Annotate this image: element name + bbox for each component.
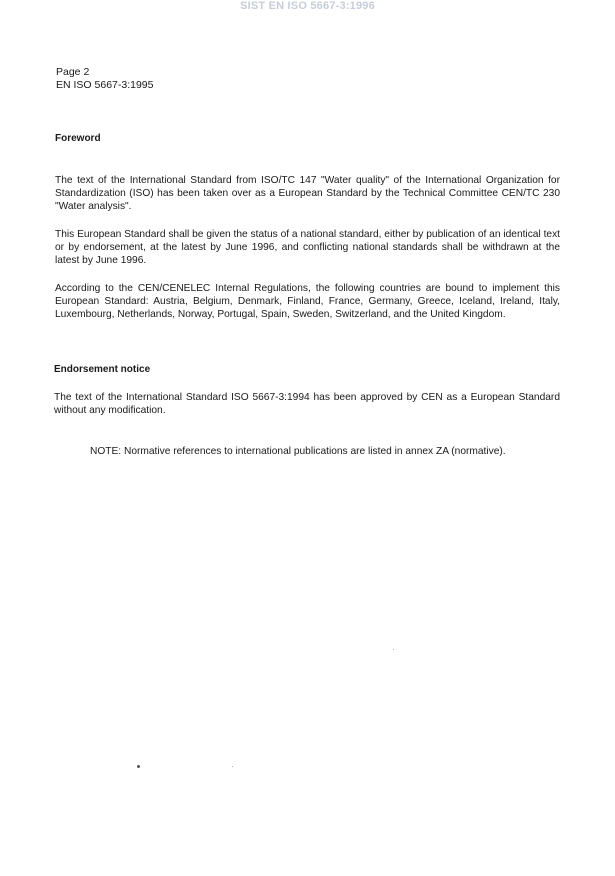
document-watermark: SIST EN ISO 5667-3:1996 (240, 0, 375, 12)
normative-references-note: NOTE: Normative references to international publications are listed in annex ZA (normative). (90, 446, 506, 457)
scan-speck (393, 649, 394, 650)
foreword-paragraph-1: The text of the International Standard from ISO/TC 147 "Water quality" of the International Organization for Standardization (ISO) has been taken over as a European Standard by the Technical Committee CEN/TC 230 "Water analysis". (55, 175, 560, 212)
page-number: Page 2 (56, 66, 90, 78)
foreword-heading: Foreword (55, 133, 101, 144)
endorsement-text: The text of the International Standard ISO 5667-3:1994 has been approved by CEN as a European Standard without any modification. (54, 392, 560, 416)
scan-speck (137, 765, 140, 768)
document-id: EN ISO 5667-3:1995 (56, 79, 154, 91)
foreword-paragraph-2: This European Standard shall be given the status of a national standard, either by publication of an identical text or by endorsement, at the latest by June 1996, and conflicting national standards shall be withdrawn at the latest by June 1996. (55, 229, 560, 266)
endorsement-heading: Endorsement notice (54, 364, 151, 375)
foreword-paragraph-3: According to the CEN/CENELEC Internal Regulations, the following countries are bound to implement this European Standard: Austria, Belgium, Denmark, Finland, France, Germany, Greece, Iceland, Ireland, Italy, Luxembourg, Netherlands, Norway, Portugal, Spain, Sweden, Switzerland, and the United Kingdom. (55, 283, 560, 320)
page-header (56, 66, 153, 92)
scan-speck (232, 766, 233, 767)
